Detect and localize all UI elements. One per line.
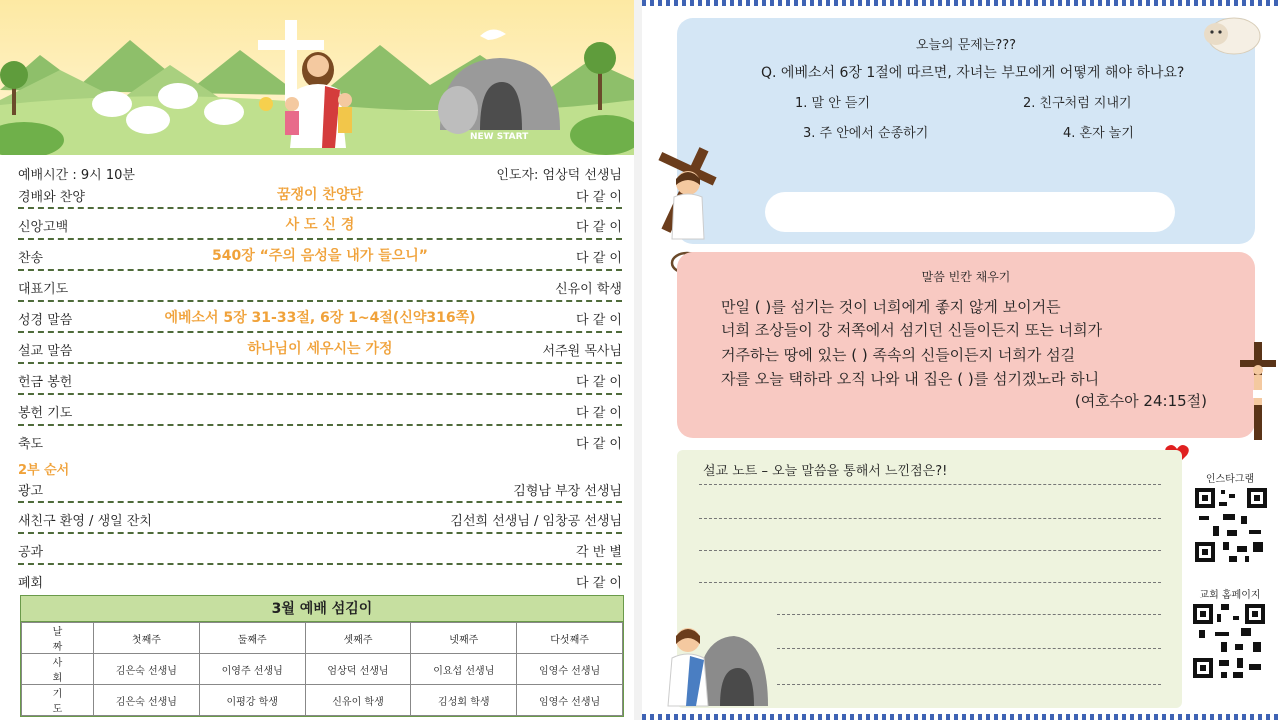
note-line[interactable]	[699, 484, 1161, 485]
order-row	[18, 534, 622, 565]
instagram-label: 인스타그램	[1205, 474, 1255, 485]
note-line[interactable]	[777, 684, 1161, 685]
order-content: 에베소서 5장 31-33절, 6장 1~4절(신약316쪽)	[164, 310, 476, 326]
order-row	[18, 209, 622, 240]
order-row	[18, 364, 622, 395]
left-page	[0, 0, 634, 720]
fill-line: 거주하는 땅에 있는 ( ) 족속의 신들이든지 너희가 섬길	[721, 346, 1076, 364]
instagram-qr-code[interactable]	[1193, 486, 1269, 564]
order-leader: 김선희 선생님 / 임창공 선생님	[450, 514, 622, 529]
table-cell: 셋째주	[305, 623, 411, 654]
note-line[interactable]	[699, 550, 1161, 551]
order-row	[18, 184, 622, 209]
quiz-question: Q. 에베소서 6장 1절에 따르면, 자녀는 부모에게 어떻게 해야 하나요?	[761, 65, 1185, 81]
sheep-icon	[1200, 10, 1262, 58]
note-line[interactable]	[777, 648, 1161, 649]
order-label: 새친구 환영 / 생일 잔치	[18, 514, 152, 529]
worship-leader: 인도자: 엄상덕 선생님	[496, 168, 622, 183]
order-row	[18, 333, 622, 364]
table-cell: 날 짜	[22, 623, 94, 654]
table-cell: 이영주 선생님	[199, 654, 305, 685]
quiz-option-4[interactable]: 4. 혼자 놀기	[1063, 126, 1134, 141]
order-label: 경배와 찬양	[18, 190, 85, 205]
order-row	[18, 475, 622, 503]
bottom-dotted-border	[642, 714, 1280, 720]
easter-scene-illustration	[0, 0, 634, 155]
order-leader: 다 같 이	[576, 220, 622, 235]
table-cell: 첫째주	[94, 623, 200, 654]
table-row	[22, 685, 623, 716]
section2-title: 2부 순서	[18, 463, 70, 478]
worship-order	[18, 160, 622, 596]
order-row	[18, 426, 622, 457]
quiz-option-2[interactable]: 2. 친구처럼 지내기	[1023, 96, 1132, 111]
order-leader: 다 같 이	[576, 190, 622, 205]
table-cell: 임영수 선생님	[517, 685, 623, 716]
order-leader: 다 같 이	[576, 437, 622, 452]
order-row	[18, 395, 622, 426]
table-cell: 김은숙 선생님	[94, 685, 200, 716]
order-leader: 다 같 이	[576, 576, 622, 591]
ushers-title: 3월 예배 섬김이	[21, 596, 623, 622]
order-label: 찬송	[18, 251, 44, 266]
order-label: 폐회	[18, 576, 44, 591]
order-content: 꿈쟁이 찬양단	[276, 187, 364, 203]
table-cell: 김성회 학생	[411, 685, 517, 716]
homepage-label: 교회 홈페이지	[1199, 590, 1261, 601]
new-start-tagline: NEW START	[470, 132, 529, 142]
banner-illustration	[0, 0, 634, 155]
order-leader: 각 반 별	[576, 545, 622, 560]
quiz-title: 오늘의 문제는???	[915, 38, 1017, 53]
ushers-grid	[21, 622, 623, 716]
order-content: 540장 “주의 음성을 내가 들으니”	[212, 248, 428, 264]
table-row	[22, 654, 623, 685]
note-line[interactable]	[777, 614, 1161, 615]
fill-line: 자를 오늘 택하라 오직 나와 내 집은 ( )를 섬기겠노라 하니	[721, 370, 1100, 388]
table-cell: 기 도	[22, 685, 94, 716]
order-label: 헌금 봉헌	[18, 375, 73, 390]
table-cell: 이요섭 선생님	[411, 654, 517, 685]
order-label: 성경 말씀	[18, 313, 73, 328]
note-line[interactable]	[699, 582, 1161, 583]
order-label: 신앙고백	[18, 220, 69, 235]
order-label: 봉헌 기도	[18, 406, 73, 421]
quiz-panel	[677, 18, 1255, 244]
page-divider	[634, 0, 642, 720]
ushers-table	[20, 595, 624, 717]
order-leader: 서주원 목사님	[542, 344, 622, 359]
fill-reference: (여호수아 24:15절)	[1074, 392, 1207, 410]
table-cell: 이평강 학생	[199, 685, 305, 716]
table-cell: 신유이 학생	[305, 685, 411, 716]
table-cell: 둘째주	[199, 623, 305, 654]
quiz-option-3[interactable]: 3. 주 안에서 순종하기	[803, 126, 929, 141]
quiz-answer-field[interactable]	[765, 192, 1175, 232]
homepage-qr-code[interactable]	[1191, 602, 1267, 680]
table-row	[22, 623, 623, 654]
order-leader: 다 같 이	[576, 251, 622, 266]
jesus-carrying-cross-icon	[650, 145, 726, 245]
notes-title: 설교 노트 – 오늘 말씀을 통해서 느낀점은?!	[703, 464, 948, 479]
order-row	[18, 565, 622, 596]
table-cell: 사 회	[22, 654, 94, 685]
crucifix-icon	[1238, 342, 1278, 440]
order-leader: 신유이 학생	[555, 282, 622, 297]
order-leader: 다 같 이	[576, 406, 622, 421]
top-dotted-border	[642, 0, 1280, 6]
table-cell: 넷째주	[411, 623, 517, 654]
order-leader: 김형남 부장 선생님	[513, 484, 622, 499]
table-cell: 엄상덕 선생님	[305, 654, 411, 685]
order-leader: 다 같 이	[576, 375, 622, 390]
order-content: 사 도 신 경	[285, 217, 355, 233]
worship-time: 예배시간 : 9시 10분	[18, 168, 135, 183]
order-content: 하나님이 세우시는 가정	[247, 341, 393, 357]
note-line[interactable]	[699, 518, 1161, 519]
table-cell: 임영수 선생님	[517, 654, 623, 685]
fill-title: 말씀 빈칸 채우기	[921, 270, 1011, 284]
order-label: 대표기도	[18, 282, 69, 297]
fill-line: 만일 ( )를 섬기는 것이 너희에게 좋지 않게 보이거든	[721, 298, 1061, 316]
worship-meta	[18, 160, 622, 184]
table-cell: 다섯째주	[517, 623, 623, 654]
order-label: 광고	[18, 484, 44, 499]
order-row	[18, 503, 622, 534]
order-label: 축도	[18, 437, 44, 452]
order-row	[18, 271, 622, 302]
table-cell: 김은숙 선생님	[94, 654, 200, 685]
order-leader: 다 같 이	[576, 313, 622, 328]
quiz-option-1[interactable]: 1. 말 안 듣기	[795, 96, 871, 111]
order-row	[18, 240, 622, 271]
jesus-at-tomb-icon	[656, 618, 768, 708]
order-row	[18, 302, 622, 333]
order-label: 설교 말씀	[18, 344, 73, 359]
fill-line: 너희 조상들이 강 저쪽에서 섬기던 신들이든지 또는 너희가	[721, 321, 1103, 339]
order-label: 공과	[18, 545, 44, 560]
fill-blank-panel	[677, 252, 1255, 438]
